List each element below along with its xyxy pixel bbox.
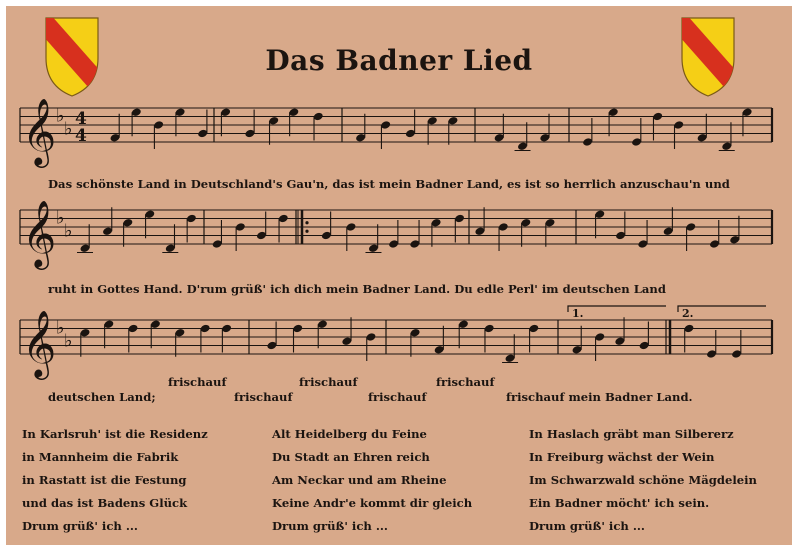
time-signature-top: 4 (75, 109, 87, 129)
frischauf-upper-1: frischauf (168, 375, 227, 389)
song-title: Das Badner Lied (265, 44, 533, 77)
verse-2-line-4: Keine Andr'e kommt dir gleich (272, 496, 473, 510)
verse-1-line-1: In Karlsruh' ist die Residenz (22, 427, 208, 441)
flat-sign-icon: ♭ (64, 330, 73, 352)
repeat-dot (305, 221, 308, 224)
frischauf-upper-2: frischauf (299, 375, 358, 389)
time-signature-bottom: 4 (75, 126, 87, 146)
treble-clef-icon: 𝄞 (22, 309, 57, 377)
sheet-music (6, 6, 792, 545)
verse-3-line-2: In Freiburg wächst der Wein (529, 450, 715, 464)
lyric-line-2: ruht in Gottes Hand. D'rum grüß' ich dich mein Badner Land. Du edle Perl' im deutschen Land (48, 282, 666, 296)
verse-1-line-4: und das ist Badens Glück (22, 496, 188, 510)
flat-sign-icon: ♭ (64, 118, 73, 140)
postcard (6, 6, 792, 545)
lyric-line-3g: frischauf mein Badner Land. (506, 390, 693, 404)
treble-clef-icon: 𝄞 (22, 199, 57, 267)
flat-sign-icon: ♭ (56, 317, 65, 339)
repeat-dot (305, 230, 308, 233)
second-ending-label: 2. (682, 307, 694, 320)
verse-2-line-1: Alt Heidelberg du Feine (272, 427, 427, 441)
verse-3-line-4: Ein Badner möcht' ich sein. (529, 496, 710, 510)
lyric-line-1: Das schönste Land in Deutschland's Gau'n, das ist mein Badner Land, es ist so herrlich anzuschau'n und (48, 177, 730, 191)
lyric-line-3a: deutschen Land; (48, 390, 156, 404)
verse-1-line-2: in Mannheim die Fabrik (22, 450, 179, 464)
verse-2-line-2: Du Stadt an Ehren reich (272, 450, 430, 464)
lyric-line-3b: frischauf (234, 390, 293, 404)
verse-3-line-5: Drum grüß' ich ... (529, 519, 645, 533)
flat-sign-icon: ♭ (56, 207, 65, 229)
flat-sign-icon: ♭ (56, 105, 65, 127)
verse-1-line-5: Drum grüß' ich ... (22, 519, 138, 533)
verse-1-line-3: in Rastatt ist die Festung (22, 473, 187, 487)
lyric-line-3c: frischauf (368, 390, 427, 404)
verse-2-line-3: Am Neckar und am Rheine (272, 473, 447, 487)
frischauf-upper-3: frischauf (436, 375, 495, 389)
first-ending-label: 1. (572, 307, 584, 320)
verse-3-line-3: Im Schwarzwald schöne Mägdelein (529, 473, 757, 487)
verse-3-line-1: In Haslach gräbt man Silbererz (529, 427, 734, 441)
flat-sign-icon: ♭ (64, 220, 73, 242)
verse-2-line-5: Drum grüß' ich ... (272, 519, 388, 533)
treble-clef-icon: 𝄞 (22, 97, 57, 165)
